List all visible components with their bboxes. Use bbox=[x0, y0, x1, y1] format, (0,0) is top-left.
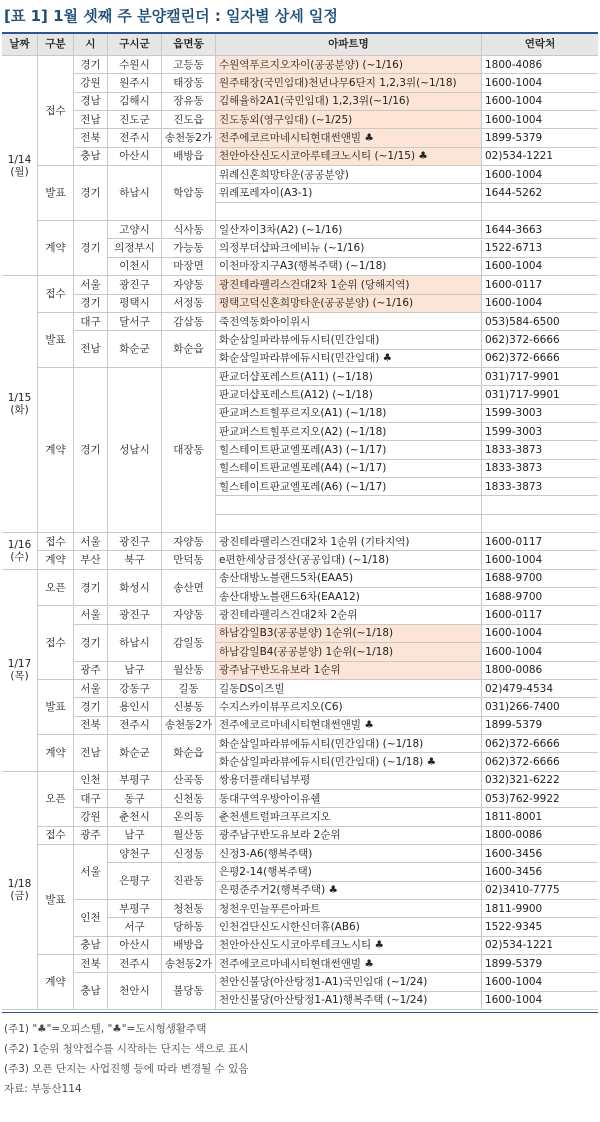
contact-number: 1833-3873 bbox=[482, 478, 598, 496]
apartment-name: 의정부더샵파크에비뉴 (~1/16) bbox=[216, 240, 482, 258]
apartment-name: 진도동외(영구임대) (~1/25) bbox=[216, 111, 482, 129]
dong-cell: 청천동 bbox=[162, 900, 216, 918]
dong-cell: 자양동 bbox=[162, 533, 216, 551]
dong-cell: 당하동 bbox=[162, 918, 216, 936]
gu-cell: 김해시 bbox=[108, 93, 162, 111]
apartment-name bbox=[216, 515, 482, 533]
calendar-table bbox=[2, 32, 598, 1013]
apartment-name: 춘천센트럴파크푸르지오 bbox=[216, 808, 482, 826]
contact-number: 1600-1004 bbox=[482, 258, 598, 276]
dong-cell: 송천동2가 bbox=[162, 129, 216, 147]
gu-cell: 천안시 bbox=[108, 974, 162, 1011]
gu-cell: 광진구 bbox=[108, 607, 162, 625]
gu-cell: 수원시 bbox=[108, 56, 162, 74]
gu-cell: 아산시 bbox=[108, 937, 162, 955]
contact-number: 02)534-1221 bbox=[482, 148, 598, 166]
note-3: (주3) 오픈 단지는 사업진행 등에 따라 변경될 수 있음 bbox=[4, 1063, 249, 1075]
city-cell: 부산 bbox=[74, 551, 108, 569]
apartment-name: 판교퍼스트힐푸르지오(A1) (~1/18) bbox=[216, 405, 482, 423]
gu-cell: 화순군 bbox=[108, 331, 162, 368]
apartment-name: 전주에코르마네시티현대썬앤빌 ♣ bbox=[216, 955, 482, 973]
column-header: 아파트명 bbox=[216, 34, 482, 56]
notes-section bbox=[0, 1019, 600, 1099]
dong-cell: 대장동 bbox=[162, 368, 216, 533]
contact-number: 1800-0086 bbox=[482, 662, 598, 680]
note-1: (주1) "♣"=오피스텔, "♣"=도시형생활주택 bbox=[4, 1023, 207, 1035]
dong-cell: 배방읍 bbox=[162, 937, 216, 955]
gu-cell: 달서구 bbox=[108, 313, 162, 331]
date-cell: 1/17 (목) bbox=[2, 570, 38, 772]
gu-cell: 원주시 bbox=[108, 74, 162, 92]
gu-cell: 부평구 bbox=[108, 772, 162, 790]
gu-cell: 광진구 bbox=[108, 276, 162, 294]
apartment-name: 위례신혼희망타운(공공분양) bbox=[216, 166, 482, 184]
gu-cell: 은평구 bbox=[108, 863, 162, 900]
city-cell: 전북 bbox=[74, 955, 108, 973]
city-cell: 충남 bbox=[74, 148, 108, 166]
contact-number: 1600-1004 bbox=[482, 643, 598, 661]
contact-number: 02)534-1221 bbox=[482, 937, 598, 955]
apartment-name: 죽전역동화아이위시 bbox=[216, 313, 482, 331]
city-cell: 서울 bbox=[74, 607, 108, 625]
dong-cell: 감일동 bbox=[162, 625, 216, 662]
gu-cell: 남구 bbox=[108, 662, 162, 680]
apartment-name: 광진테라팰리스건대2차 1순위 (기타지역) bbox=[216, 533, 482, 551]
city-cell: 경기 bbox=[74, 221, 108, 276]
apartment-name: 송산대방노블랜드6차(EAA12) bbox=[216, 588, 482, 606]
dong-cell: 온의동 bbox=[162, 808, 216, 826]
gu-cell: 전주시 bbox=[108, 955, 162, 973]
contact-number: 1600-3456 bbox=[482, 845, 598, 863]
apartment-name: 수원역푸르지오자이(공공분양) (~1/16) bbox=[216, 56, 482, 74]
apartment-name: e편한세상금정산(공공임대) (~1/18) bbox=[216, 551, 482, 569]
contact-number: 1600-1004 bbox=[482, 93, 598, 111]
type-cell: 접수 bbox=[38, 56, 74, 166]
column-header: 구분 bbox=[38, 34, 74, 56]
apartment-name: 하남감일B3(공공분양) 1순위(~1/18) bbox=[216, 625, 482, 643]
dong-cell: 불당동 bbox=[162, 974, 216, 1011]
type-cell: 발표 bbox=[38, 680, 74, 735]
apartment-name: 하남감일B4(공공분양) 1순위(~1/18) bbox=[216, 643, 482, 661]
gu-cell: 부평구 bbox=[108, 900, 162, 918]
apartment-name: 판교퍼스트힐푸르지오(A2) (~1/18) bbox=[216, 423, 482, 441]
apartment-name: 힐스테이트판교엘포레(A4) (~1/17) bbox=[216, 460, 482, 478]
note-2: (주2) 1순위 청약접수를 시작하는 단지는 색으로 표시 bbox=[4, 1043, 249, 1055]
apartment-name: 광진테라팰리스건대2차 1순위 (당해지역) bbox=[216, 276, 482, 294]
contact-number: 031)717-9901 bbox=[482, 368, 598, 386]
contact-number bbox=[482, 515, 598, 533]
date-cell: 1/16 (수) bbox=[2, 533, 38, 570]
contact-number: 053)584-6500 bbox=[482, 313, 598, 331]
city-cell: 경기 bbox=[74, 295, 108, 313]
city-cell: 전북 bbox=[74, 717, 108, 735]
gu-cell: 동구 bbox=[108, 790, 162, 808]
dong-cell: 길동 bbox=[162, 680, 216, 698]
dong-cell: 학암동 bbox=[162, 166, 216, 221]
date-cell: 1/14 (월) bbox=[2, 56, 38, 276]
contact-number: 062)372-6666 bbox=[482, 753, 598, 771]
contact-number: 1811-8001 bbox=[482, 808, 598, 826]
contact-number: 1800-4086 bbox=[482, 56, 598, 74]
contact-number bbox=[482, 496, 598, 514]
date-cell: 1/15 (화) bbox=[2, 276, 38, 533]
contact-number: 062)372-6666 bbox=[482, 331, 598, 349]
dong-cell: 서정동 bbox=[162, 295, 216, 313]
apartment-name bbox=[216, 203, 482, 221]
contact-number: 1899-5379 bbox=[482, 717, 598, 735]
apartment-name: 화순삼일파라뷰에듀시티(민간임대) bbox=[216, 331, 482, 349]
city-cell: 경남 bbox=[74, 93, 108, 111]
apartment-name: 은평준주거2(행복주택) ♣ bbox=[216, 882, 482, 900]
contact-number: 1600-1004 bbox=[482, 295, 598, 313]
contact-number: 1899-5379 bbox=[482, 955, 598, 973]
apartment-name: 수지스카이뷰푸르지오(C6) bbox=[216, 698, 482, 716]
contact-number: 1600-0117 bbox=[482, 533, 598, 551]
city-cell: 서울 bbox=[74, 845, 108, 900]
contact-number: 053)762-9922 bbox=[482, 790, 598, 808]
apartment-name: 천안아산신도시코아루테크노시티 (~1/15) ♣ bbox=[216, 148, 482, 166]
gu-cell: 의정부시 bbox=[108, 240, 162, 258]
apartment-name: 신정3-A6(행복주택) bbox=[216, 845, 482, 863]
city-cell: 경기 bbox=[74, 570, 108, 607]
city-cell: 전북 bbox=[74, 129, 108, 147]
gu-cell: 강동구 bbox=[108, 680, 162, 698]
dong-cell: 배방읍 bbox=[162, 148, 216, 166]
apartment-name: 쌍용더플래티넘부평 bbox=[216, 772, 482, 790]
gu-cell: 서구 bbox=[108, 918, 162, 936]
dong-cell: 만덕동 bbox=[162, 551, 216, 569]
city-cell: 충남 bbox=[74, 937, 108, 955]
type-cell: 계약 bbox=[38, 735, 74, 772]
page-title: [표 1] 1월 셋째 주 분양캘린더 : 일자별 상세 일정 bbox=[4, 7, 338, 25]
city-cell: 충남 bbox=[74, 974, 108, 1011]
city-cell: 전남 bbox=[74, 735, 108, 772]
dong-cell: 가능동 bbox=[162, 240, 216, 258]
contact-number: 062)372-6666 bbox=[482, 735, 598, 753]
city-cell: 경기 bbox=[74, 625, 108, 662]
apartment-name: 원주태장(국민임대)천년나무6단지 1,2,3위(~1/18) bbox=[216, 74, 482, 92]
contact-number bbox=[482, 203, 598, 221]
city-cell: 광주 bbox=[74, 827, 108, 845]
contact-number: 1811-9900 bbox=[482, 900, 598, 918]
type-cell: 오픈 bbox=[38, 772, 74, 827]
city-cell: 광주 bbox=[74, 662, 108, 680]
apartment-name: 천안신불당(아산탕정1-A1)행복주택 (~1/24) bbox=[216, 992, 482, 1010]
contact-number: 1599-3003 bbox=[482, 405, 598, 423]
contact-number: 1600-1004 bbox=[482, 625, 598, 643]
dong-cell: 태장동 bbox=[162, 74, 216, 92]
dong-cell: 신천동 bbox=[162, 790, 216, 808]
contact-number: 062)372-6666 bbox=[482, 350, 598, 368]
gu-cell: 양천구 bbox=[108, 845, 162, 863]
apartment-name: 힐스테이트판교엘포레(A3) (~1/17) bbox=[216, 441, 482, 459]
city-cell: 대구 bbox=[74, 313, 108, 331]
contact-number: 1599-3003 bbox=[482, 423, 598, 441]
contact-number: 02)479-4534 bbox=[482, 680, 598, 698]
dong-cell: 신봉동 bbox=[162, 698, 216, 716]
dong-cell: 송산면 bbox=[162, 570, 216, 607]
contact-number: 1688-9700 bbox=[482, 588, 598, 606]
city-cell: 서울 bbox=[74, 533, 108, 551]
apartment-name: 청천우민늘푸른아파트 bbox=[216, 900, 482, 918]
type-cell: 발표 bbox=[38, 166, 74, 221]
column-header: 연락처 bbox=[482, 34, 598, 56]
apartment-name: 송산대방노블랜드5차(EAA5) bbox=[216, 570, 482, 588]
dong-cell: 장유동 bbox=[162, 93, 216, 111]
contact-number: 1644-3663 bbox=[482, 221, 598, 239]
dong-cell: 식사동 bbox=[162, 221, 216, 239]
dong-cell: 산곡동 bbox=[162, 772, 216, 790]
apartment-name: 화순삼일파라뷰에듀시티(민간임대) (~1/18) bbox=[216, 735, 482, 753]
type-cell: 발표 bbox=[38, 845, 74, 955]
gu-cell: 춘천시 bbox=[108, 808, 162, 826]
dong-cell: 신정동 bbox=[162, 845, 216, 863]
gu-cell: 이천시 bbox=[108, 258, 162, 276]
dong-cell: 송천동2가 bbox=[162, 717, 216, 735]
column-header: 읍면동 bbox=[162, 34, 216, 56]
apartment-name: 길동DS이즈빌 bbox=[216, 680, 482, 698]
contact-number: 1600-0117 bbox=[482, 607, 598, 625]
type-cell: 접수 bbox=[38, 533, 74, 551]
gu-cell: 진도군 bbox=[108, 111, 162, 129]
type-cell: 접수 bbox=[38, 827, 74, 845]
dong-cell: 화순읍 bbox=[162, 331, 216, 368]
contact-number: 031)717-9901 bbox=[482, 386, 598, 404]
apartment-name: 화순삼일파라뷰에듀시티(민간임대) (~1/18) ♣ bbox=[216, 753, 482, 771]
type-cell: 접수 bbox=[38, 276, 74, 313]
contact-number: 1688-9700 bbox=[482, 570, 598, 588]
contact-number: 1600-3456 bbox=[482, 863, 598, 881]
gu-cell: 평택시 bbox=[108, 295, 162, 313]
contact-number: 1600-0117 bbox=[482, 276, 598, 294]
apartment-name: 김해율하2A1(국민임대) 1,2,3위(~1/16) bbox=[216, 93, 482, 111]
city-cell: 서울 bbox=[74, 680, 108, 698]
apartment-name: 동대구역우방아이유쉘 bbox=[216, 790, 482, 808]
apartment-name: 광주남구반도유보라 2순위 bbox=[216, 827, 482, 845]
contact-number: 1600-1004 bbox=[482, 974, 598, 992]
contact-number: 1600-1004 bbox=[482, 74, 598, 92]
type-cell: 계약 bbox=[38, 368, 74, 533]
contact-number: 032)321-6222 bbox=[482, 772, 598, 790]
apartment-name: 인천검단신도시한신더휴(AB6) bbox=[216, 918, 482, 936]
column-header: 시 bbox=[74, 34, 108, 56]
dong-cell: 자양동 bbox=[162, 607, 216, 625]
contact-number: 1800-0086 bbox=[482, 827, 598, 845]
gu-cell: 하남시 bbox=[108, 166, 162, 221]
apartment-name: 천안신불당(아산탕정1-A1)국민임대 (~1/24) bbox=[216, 974, 482, 992]
dong-cell: 진도읍 bbox=[162, 111, 216, 129]
apartment-name: 은평2-14(행복주택) bbox=[216, 863, 482, 881]
gu-cell: 성남시 bbox=[108, 368, 162, 533]
apartment-name: 판교더샵포레스트(A11) (~1/18) bbox=[216, 368, 482, 386]
apartment-name: 전주에코르마네시티현대썬앤빌 ♣ bbox=[216, 129, 482, 147]
apartment-name bbox=[216, 496, 482, 514]
contact-number: 1600-1004 bbox=[482, 166, 598, 184]
city-cell: 전남 bbox=[74, 331, 108, 368]
apartment-name: 천안아산신도시코아루테크노시티 ♣ bbox=[216, 937, 482, 955]
dong-cell: 월산동 bbox=[162, 827, 216, 845]
type-cell: 계약 bbox=[38, 221, 74, 276]
contact-number: 1899-5379 bbox=[482, 129, 598, 147]
city-cell: 강원 bbox=[74, 808, 108, 826]
apartment-name: 힐스테이트판교엘포레(A6) (~1/17) bbox=[216, 478, 482, 496]
dong-cell: 월산동 bbox=[162, 662, 216, 680]
gu-cell: 화성시 bbox=[108, 570, 162, 607]
city-cell: 대구 bbox=[74, 790, 108, 808]
gu-cell: 전주시 bbox=[108, 717, 162, 735]
gu-cell: 아산시 bbox=[108, 148, 162, 166]
gu-cell: 하남시 bbox=[108, 625, 162, 662]
apartment-name: 화순삼일파라뷰에듀시티(민간임대) ♣ bbox=[216, 350, 482, 368]
contact-number: 1522-6713 bbox=[482, 240, 598, 258]
apartment-name: 전주에코르마네시티현대썬앤빌 ♣ bbox=[216, 717, 482, 735]
gu-cell: 전주시 bbox=[108, 129, 162, 147]
type-cell: 접수 bbox=[38, 607, 74, 680]
contact-number: 1600-1004 bbox=[482, 551, 598, 569]
city-cell: 전남 bbox=[74, 111, 108, 129]
gu-cell: 북구 bbox=[108, 551, 162, 569]
dong-cell: 송천동2가 bbox=[162, 955, 216, 973]
type-cell: 계약 bbox=[38, 955, 74, 1010]
type-cell: 오픈 bbox=[38, 570, 74, 607]
contact-number: 1644-5262 bbox=[482, 184, 598, 202]
contact-number: 1833-3873 bbox=[482, 460, 598, 478]
city-cell: 경기 bbox=[74, 368, 108, 533]
contact-number: 1833-3873 bbox=[482, 441, 598, 459]
city-cell: 경기 bbox=[74, 166, 108, 221]
apartment-name: 평택고덕신혼희망타운(공공분양) (~1/16) bbox=[216, 295, 482, 313]
city-cell: 인천 bbox=[74, 900, 108, 937]
gu-cell: 남구 bbox=[108, 827, 162, 845]
dong-cell: 고등동 bbox=[162, 56, 216, 74]
gu-cell: 광진구 bbox=[108, 533, 162, 551]
type-cell: 계약 bbox=[38, 551, 74, 569]
contact-number: 1522-9345 bbox=[482, 918, 598, 936]
contact-number: 1600-1004 bbox=[482, 111, 598, 129]
apartment-name: 광진테라팰리스건대2차 2순위 bbox=[216, 607, 482, 625]
type-cell: 발표 bbox=[38, 313, 74, 368]
dong-cell: 감삼동 bbox=[162, 313, 216, 331]
source-note: 자료: 부동산114 bbox=[4, 1083, 82, 1095]
city-cell: 인천 bbox=[74, 772, 108, 790]
apartment-name: 광주남구반도유보라 1순위 bbox=[216, 662, 482, 680]
gu-cell: 고양시 bbox=[108, 221, 162, 239]
city-cell: 경기 bbox=[74, 698, 108, 716]
apartment-name: 위례포레자이(A3-1) bbox=[216, 184, 482, 202]
city-cell: 경기 bbox=[74, 56, 108, 74]
city-cell: 강원 bbox=[74, 74, 108, 92]
gu-cell: 화순군 bbox=[108, 735, 162, 772]
dong-cell: 마장면 bbox=[162, 258, 216, 276]
city-cell: 서울 bbox=[74, 276, 108, 294]
date-cell: 1/18 (금) bbox=[2, 772, 38, 1011]
dong-cell: 진관동 bbox=[162, 863, 216, 900]
contact-number: 1600-1004 bbox=[482, 992, 598, 1010]
column-header: 날짜 bbox=[2, 34, 38, 56]
dong-cell: 자양동 bbox=[162, 276, 216, 294]
dong-cell: 화순읍 bbox=[162, 735, 216, 772]
apartment-name: 판교더샵포레스트(A12) (~1/18) bbox=[216, 386, 482, 404]
apartment-name: 이천마장지구A3(행복주택) (~1/18) bbox=[216, 258, 482, 276]
contact-number: 02)3410-7775 bbox=[482, 882, 598, 900]
gu-cell: 용인시 bbox=[108, 698, 162, 716]
apartment-name: 일산자이3차(A2) (~1/16) bbox=[216, 221, 482, 239]
contact-number: 031)266-7400 bbox=[482, 698, 598, 716]
column-header: 구시군 bbox=[108, 34, 162, 56]
